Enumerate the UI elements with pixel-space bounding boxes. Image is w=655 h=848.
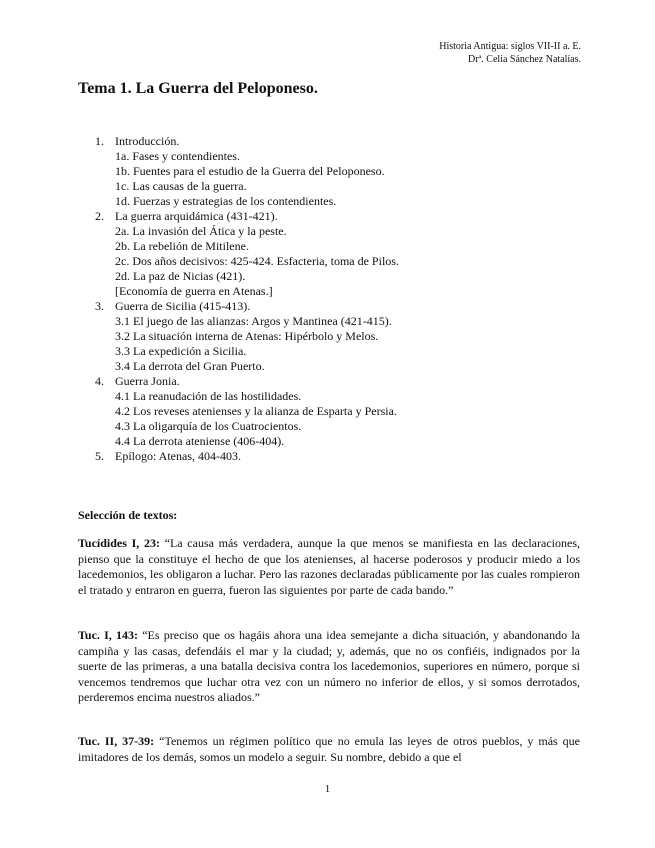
quote-text: “Es preciso que os hagáis ahora una idea semejante a dicha situación, y abandonando la campiña y las casas, defendáis el mar y la ciudad; y, además, que no os confiéis, indignados por la suerte de las primeras, a una batalla decisiva contra los lacedemonios, superiores en número, porque si vencemos tendremos que luchar otra vez con un número no inferior de ellos, y si somos derrotados, perderemos encima nuestros aliados.” [78, 628, 581, 704]
outline-subsection: 1c. Las causas de la guerra. [115, 179, 247, 193]
outline-label: Guerra Jonia. [115, 374, 180, 388]
quote-source: Tuc. II, 37-39: [78, 734, 155, 748]
page-header [439, 40, 581, 66]
outline-label: Epílogo: Atenas, 404-403. [115, 449, 241, 463]
outline-number: 1. [95, 134, 104, 148]
outline-subsection: [Economía de guerra en Atenas.] [115, 284, 273, 298]
outline-subsection: 4.2 Los reveses atenienses y la alianza de Esparta y Persia. [115, 404, 397, 418]
quote-2 [78, 628, 580, 706]
outline-subsection: 2d. La paz de Nicias (421). [115, 269, 246, 283]
header-author: Drª. Celia Sánchez Natalías. [468, 54, 581, 65]
quote-text: “La causa más verdadera, aunque la que menos se manifiesta en las declaraciones, pienso que la constituye el hecho de que los atenienses, al hacerse poderosos y producir miedo a los lacedemonios, les obligaron a luchar. Pero las razones declaradas públicamente por las cuales rompieron el tratado y entraron en guerra, fueron las siguientes por parte de cada bando.” [78, 536, 580, 597]
outline-number: 3. [95, 299, 104, 313]
outline-subsection: 4.1 La reanudación de las hostilidades. [115, 389, 302, 403]
outline-subsection: 2c. Dos años decisivos: 425-424. Esfacteria, toma de Pilos. [115, 254, 399, 268]
quote-text: “Tenemos un régimen político que no emula las leyes de otros pueblos, y más que imitadores de los demás, somos un modelo a seguir. Su nombre, debido a que el [78, 734, 581, 764]
outline-number: 2. [95, 209, 104, 223]
outline-section [95, 134, 565, 149]
outline-section [95, 209, 565, 224]
page-title: Tema 1. La Guerra del Peloponeso. [78, 80, 318, 97]
outline-subsection: 1a. Fases y contendientes. [115, 149, 240, 163]
outline-subsection: 4.3 La oligarquía de los Cuatrocientos. [115, 419, 302, 433]
outline-label: Introducción. [115, 134, 180, 148]
outline-label: La guerra arquidámica (431-421). [115, 209, 278, 223]
quote-3 [78, 734, 580, 765]
outline-subsection: 1b. Fuentes para el estudio de la Guerra del Peloponeso. [115, 164, 385, 178]
outline-subsection: 3.4 La derrota del Gran Puerto. [115, 359, 265, 373]
outline-subsection: 3.1 El juego de las alianzas: Argos y Mantinea (421-415). [115, 314, 392, 328]
quote-source: Tucídides I, 23: [78, 536, 160, 550]
selection-heading: Selección de textos: [78, 508, 178, 522]
outline-subsection: 3.2 La situación interna de Atenas: Hipérbolo y Melos. [115, 329, 379, 343]
outline-subsection: 2a. La invasión del Ática y la peste. [115, 224, 287, 238]
outline-label: Guerra de Sicilia (415-413). [115, 299, 251, 313]
quote-1 [78, 536, 580, 598]
outline-subsection: 2b. La rebelión de Mitilene. [115, 239, 249, 253]
outline-section [95, 299, 565, 314]
header-course: Historia Antigua: siglos VII-II a. E. [439, 41, 581, 52]
quote-source: Tuc. I, 143: [78, 628, 138, 642]
outline-section [95, 374, 565, 389]
topic-outline [95, 134, 565, 464]
outline-section [95, 449, 565, 464]
outline-subsection: 3.3 La expedición a Sicilia. [115, 344, 247, 358]
page-number: 1 [324, 783, 331, 795]
outline-subsection: 4.4 La derrota ateniense (406-404). [115, 434, 285, 448]
outline-number: 5. [95, 449, 104, 463]
outline-subsection: 1d. Fuerzas y estrategias de los contendientes. [115, 194, 337, 208]
outline-number: 4. [95, 374, 104, 388]
